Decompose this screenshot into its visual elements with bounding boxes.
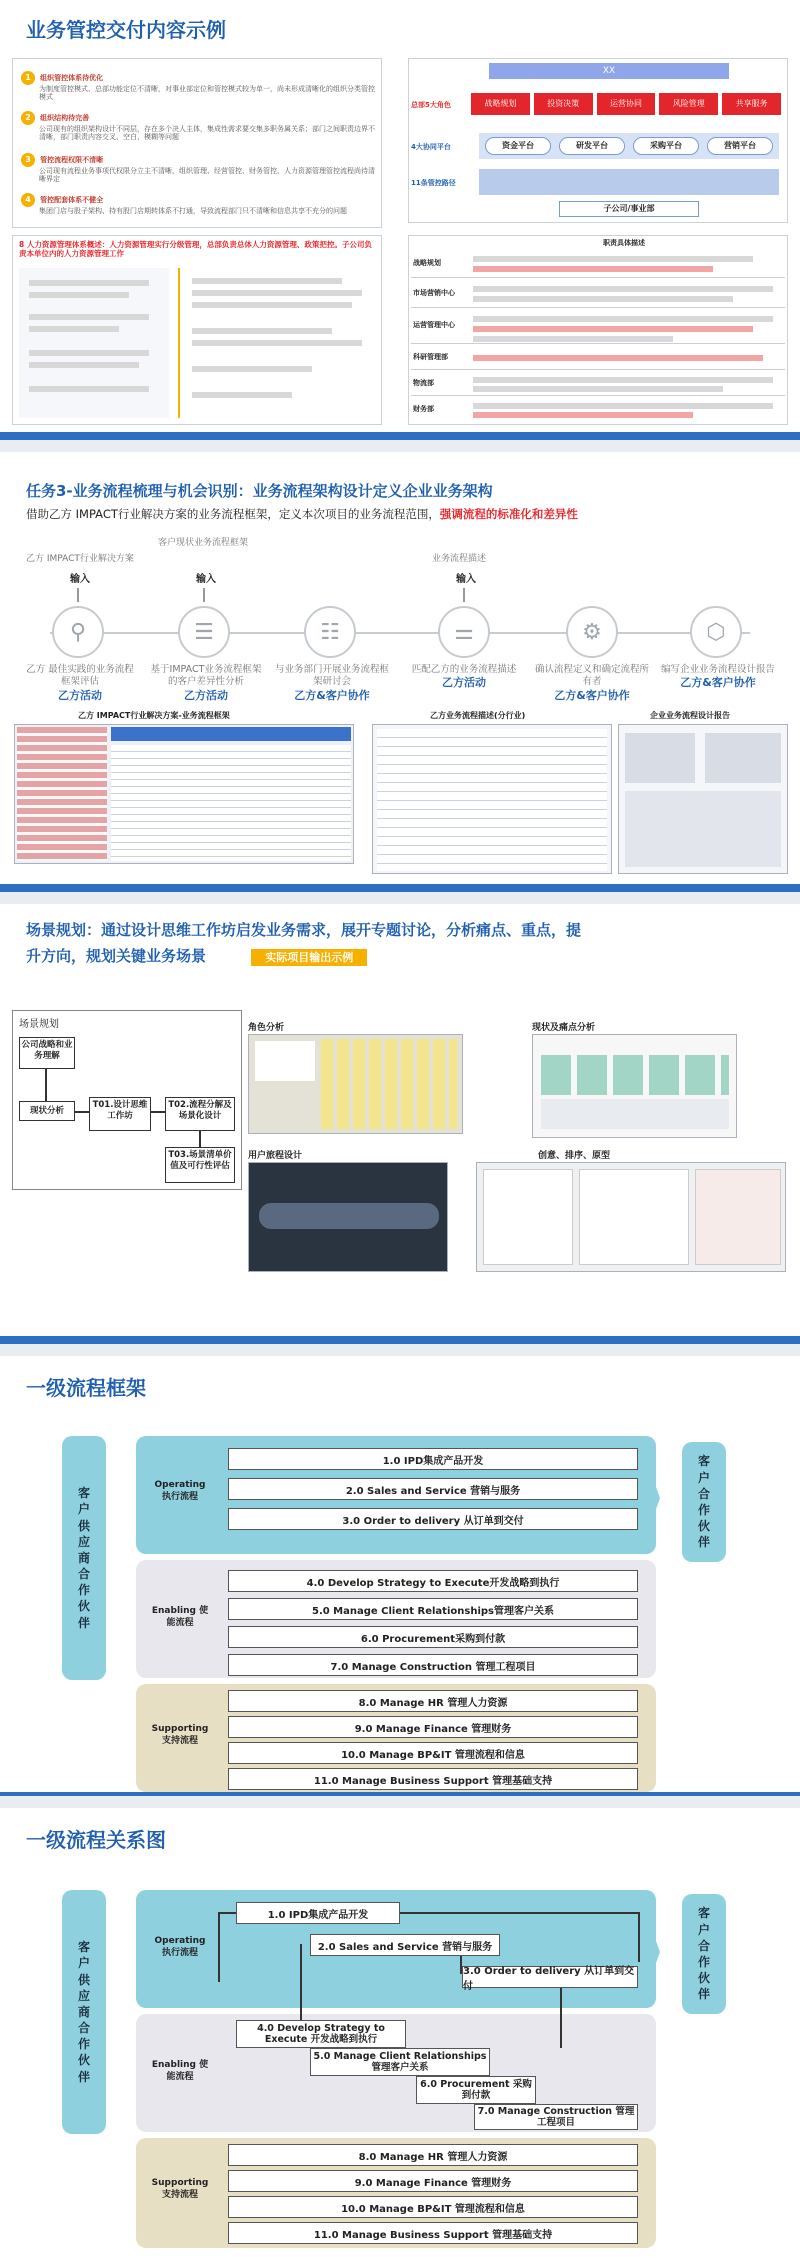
slide-2 — [0, 452, 800, 892]
issues-panel — [12, 58, 382, 228]
step-2 — [148, 664, 264, 703]
step-text: 编写企业业务流程设计报告 — [660, 664, 775, 675]
org-top: XX — [489, 63, 729, 79]
step-6 — [660, 664, 776, 691]
table-row-label: 科研管理部 — [413, 353, 448, 361]
table-row — [411, 398, 785, 422]
right-stakeholder-pill: 客户合作伙伴 — [682, 1894, 726, 2014]
table-row-label: 战略规划 — [413, 259, 441, 267]
title-line-2: 升方向，规划关键业务场景 — [26, 946, 207, 965]
issue-item — [21, 105, 376, 142]
role-analysis-photo — [248, 1034, 463, 1134]
org-roles — [471, 93, 781, 115]
journey-photo — [248, 1162, 448, 1272]
step-text: 乙方 最佳实践的业务流程框架评估 — [26, 664, 134, 688]
step-owner: 乙方&客户协作 — [680, 676, 756, 690]
step-owner: 乙方&客户协作 — [294, 688, 370, 702]
org-platform: 研发平台 — [559, 137, 625, 155]
table-row — [411, 372, 785, 396]
slide-1-title: 业务管控交付内容示例 — [26, 18, 226, 42]
slide-2-subtitle — [26, 506, 786, 522]
org-row1-label: 总部5大角色 — [411, 101, 451, 109]
step-text: 确认流程定义和确定流程所有者 — [534, 664, 649, 688]
issue-item — [21, 187, 376, 215]
issue-number: 4 — [21, 193, 35, 207]
process-box-3: 3.0 Order to delivery 从订单到交付 — [462, 1966, 638, 1988]
org-platform: 营销平台 — [707, 137, 773, 155]
process-box-11: 11.0 Manage Business Support 管理基础支持 — [228, 1768, 638, 1790]
org-platform: 资金平台 — [485, 137, 551, 155]
process-box-2: 2.0 Sales and Service 营销与服务 — [228, 1478, 638, 1500]
enabling-label: Enabling 使能流程 — [151, 1606, 209, 1628]
ideation-photo — [476, 1162, 786, 1272]
table-header: 职责具体描述 — [603, 239, 645, 247]
doc-thumbnail-description — [372, 724, 612, 874]
table-row-label: 市场营销中心 — [413, 289, 455, 297]
slide-2-title: 任务3-业务流程梳理与机会识别：业务流程架构设计定义企业业务架构 — [26, 482, 493, 500]
process-box-7: 7.0 Manage Construction 管理工程项目 — [228, 1654, 638, 1676]
slide-footer-bar — [0, 1336, 800, 1344]
table-row — [411, 250, 785, 278]
slider-icon: ⚌ — [438, 606, 490, 658]
operating-arrow — [640, 1442, 660, 1554]
subtitle-text: 借助乙方 IMPACT行业解决方案的业务流程框架，定义本次项目的业务流程范围， — [26, 507, 440, 521]
relation-line — [218, 1912, 236, 1914]
input-caption-2: 客户现状业务流程框架 — [158, 538, 249, 548]
table-row — [411, 280, 785, 308]
org-role: 运营协同 — [597, 93, 656, 115]
step-text: 基于IMPACT业务流程框架的客户差异性分析 — [150, 664, 262, 688]
org-chart — [408, 58, 788, 223]
org-role: 风险管理 — [659, 93, 718, 115]
org-role: 战略规划 — [471, 93, 530, 115]
issue-number: 1 — [21, 71, 35, 85]
node-strategy: 公司战略和业务理解 — [19, 1037, 75, 1069]
org-bottom: 子公司/事业部 — [559, 201, 699, 217]
step-owner: 乙方活动 — [442, 676, 486, 690]
caption-ideation: 创意、排序、原型 — [538, 1151, 611, 1161]
org-row2-label: 4大协同平台 — [411, 143, 451, 151]
process-box-1: 1.0 IPD集成产品开发 — [236, 1902, 400, 1924]
process-box-7: 7.0 Manage Construction 管理工程项目 — [474, 2104, 638, 2130]
step-owner: 乙方&客户协作 — [554, 688, 630, 702]
left-stakeholder-pill: 客户供应商合作伙伴 — [62, 1436, 106, 1680]
issue-head: 组织结构待完善 — [40, 114, 90, 122]
table-row — [411, 346, 785, 370]
supporting-label: Supporting 支持流程 — [151, 2178, 209, 2200]
process-box-2: 2.0 Sales and Service 营销与服务 — [310, 1934, 500, 1956]
slide-footer-bar — [0, 1792, 800, 1796]
slide-3 — [0, 904, 800, 1344]
pain-points-photo — [532, 1034, 737, 1138]
node-t03: T03.场景清单价值及可行性评估 — [165, 1147, 235, 1183]
issue-number: 3 — [21, 153, 35, 167]
slide-4-title: 一级流程框架 — [26, 1376, 146, 1400]
slide-4 — [0, 1356, 800, 1796]
issue-text: 公司现有流程业务事项代权限分立主不清晰，组织管理、经营管控、财务管控、人力资源管理管控流程尚待清晰界定 — [39, 166, 375, 184]
org-paths — [479, 169, 779, 195]
supporting-label: Supporting 支持流程 — [151, 1724, 209, 1746]
step-4 — [406, 664, 522, 691]
step-3 — [272, 664, 392, 703]
slide-3-title — [26, 918, 786, 969]
meeting-icon: ☷ — [304, 606, 356, 658]
process-box-4: 4.0 Develop Strategy to Execute 开发战略到执行 — [236, 2020, 406, 2048]
hr-note: 8 人力资源管理体系概述：人力资源管理实行分级管理，总部负责总体人力资源管理、政策把控。子公司负责本单位内的人力资源管理工作 — [19, 240, 372, 259]
example-badge: 实际项目输出示例 — [251, 949, 367, 966]
left-stakeholder-pill: 客户供应商合作伙伴 — [62, 1890, 106, 2134]
slide-footer-bar — [0, 884, 800, 892]
process-box-11: 11.0 Manage Business Support 管理基础支持 — [228, 2222, 638, 2244]
node-t02: T02.流程分解及场景化设计 — [165, 1097, 235, 1131]
issue-text: 集团门店与股子架构、持有股门店期转体系不打通，导致流程部门只不清晰和信息共享不充分的问题 — [39, 206, 347, 215]
issue-item — [21, 147, 376, 184]
step-owner: 乙方活动 — [58, 688, 102, 702]
subtitle-emphasis: 强调流程的标准化和差异性 — [439, 507, 578, 521]
org-role: 共享服务 — [722, 93, 781, 115]
org-platforms — [479, 133, 779, 159]
input-label-3: 输入 — [456, 574, 476, 585]
step-1 — [22, 664, 138, 703]
process-box-1: 1.0 IPD集成产品开发 — [228, 1448, 638, 1470]
magnifier-icon: ⚲ — [52, 606, 104, 658]
timeline-line — [50, 632, 750, 634]
issue-number: 2 — [21, 111, 35, 125]
doc-caption-3: 企业业务流程设计报告 — [650, 711, 730, 720]
operating-label: Operating 执行流程 — [154, 1480, 206, 1502]
process-box-4: 4.0 Develop Strategy to Execute开发战略到执行 — [228, 1570, 638, 1592]
step-5 — [534, 664, 650, 703]
node-current-analysis: 现状分析 — [19, 1101, 75, 1121]
issue-head: 管控流程权限不清晰 — [40, 156, 104, 164]
responsibility-table — [408, 235, 788, 425]
table-row-label: 财务部 — [413, 405, 434, 413]
hr-left-column — [19, 268, 169, 418]
doc-caption-2: 乙方业务流程描述(分行业) — [430, 711, 526, 720]
issue-text: 公司现有的组织架构设计不同层，存在多个决人主体，集成性需求要交集多职务属关系；部门之间职责边界不清晰，部门职责内容交叉、空白、模糊等问题 — [39, 124, 375, 142]
operating-label: Operating 执行流程 — [154, 1936, 206, 1958]
relation-line — [400, 1912, 640, 1914]
process-box-5: 5.0 Manage Client Relationships管理客户关系 — [228, 1598, 638, 1620]
step-text: 与业务部门开展业务流程框架研讨会 — [274, 664, 389, 688]
step-owner: 乙方活动 — [184, 688, 228, 702]
org-platform: 采购平台 — [633, 137, 699, 155]
issue-head: 管控配套体系不健全 — [40, 196, 104, 204]
process-box-9: 9.0 Manage Finance 管理财务 — [228, 1716, 638, 1738]
process-box-6: 6.0 Procurement 采购到付款 — [416, 2076, 536, 2104]
doc-caption-1: 乙方 IMPACT行业解决方案-业务流程框架 — [78, 711, 230, 720]
issue-head: 组织管控体系待优化 — [40, 74, 104, 82]
input-caption-1: 乙方 IMPACT行业解决方案 — [26, 554, 134, 564]
issue-item — [21, 65, 376, 102]
node-t01: T01.设计思维工作坊 — [89, 1097, 151, 1131]
table-row — [411, 310, 785, 344]
caption-role: 角色分析 — [248, 1023, 285, 1033]
process-box-10: 10.0 Manage BP&IT 管理流程和信息 — [228, 1742, 638, 1764]
slide-5 — [0, 1808, 800, 2259]
issue-text: 为制度管控模式、总部功能定位不清晰，对事业部定位和管控模式较为单一，尚未形成清晰化的组织分类管控模式 — [39, 84, 375, 102]
scenario-panel — [12, 1010, 242, 1190]
slide-footer-bar — [0, 432, 800, 440]
input-label-1: 输入 — [70, 574, 90, 585]
process-box-10: 10.0 Manage BP&IT 管理流程和信息 — [228, 2196, 638, 2218]
process-box-9: 9.0 Manage Finance 管理财务 — [228, 2170, 638, 2192]
slide-1 — [0, 0, 800, 440]
table-row-label: 物流部 — [413, 379, 434, 387]
process-box-8: 8.0 Manage HR 管理人力资源 — [228, 1690, 638, 1712]
org-role: 投资决策 — [534, 93, 593, 115]
gear-icon: ⚙ — [566, 606, 618, 658]
panel-title: 场景规划 — [19, 1019, 59, 1030]
doc-thumbnail-report — [618, 724, 788, 874]
title-line-1: 场景规划：通过设计思维工作坊启发业务需求，展开专题讨论，分析痛点、重点，提 — [26, 921, 582, 939]
relation-line — [560, 1988, 562, 2048]
slide-5-title: 一级流程关系图 — [26, 1828, 166, 1852]
operating-arrow — [640, 1896, 660, 2008]
hr-right-column — [178, 268, 374, 418]
process-box-6: 6.0 Procurement采购到付款 — [228, 1626, 638, 1648]
input-label-2: 输入 — [196, 574, 216, 585]
doc-thumbnail-framework — [14, 724, 354, 864]
process-box-8: 8.0 Manage HR 管理人力资源 — [228, 2144, 638, 2166]
enabling-label: Enabling 使能流程 — [151, 2060, 209, 2082]
step-text: 匹配乙方的业务流程描述 — [411, 664, 517, 675]
caption-pain-points: 现状及痛点分析 — [532, 1023, 596, 1033]
org-row3-label: 11条管控路径 — [411, 179, 456, 187]
process-box-5: 5.0 Manage Client Relationships 管理客户关系 — [310, 2048, 490, 2076]
caption-journey: 用户旅程设计 — [248, 1151, 303, 1161]
hr-panel — [12, 235, 382, 425]
input-caption-3: 业务流程描述 — [432, 554, 487, 564]
document-search-icon: ☰ — [178, 606, 230, 658]
process-box-3: 3.0 Order to delivery 从订单到交付 — [228, 1508, 638, 1530]
table-row-label: 运营管理中心 — [413, 321, 455, 329]
relation-line — [218, 1912, 220, 1982]
right-stakeholder-pill: 客户合作伙伴 — [682, 1442, 726, 1562]
hexagon-icon: ⬡ — [690, 606, 742, 658]
